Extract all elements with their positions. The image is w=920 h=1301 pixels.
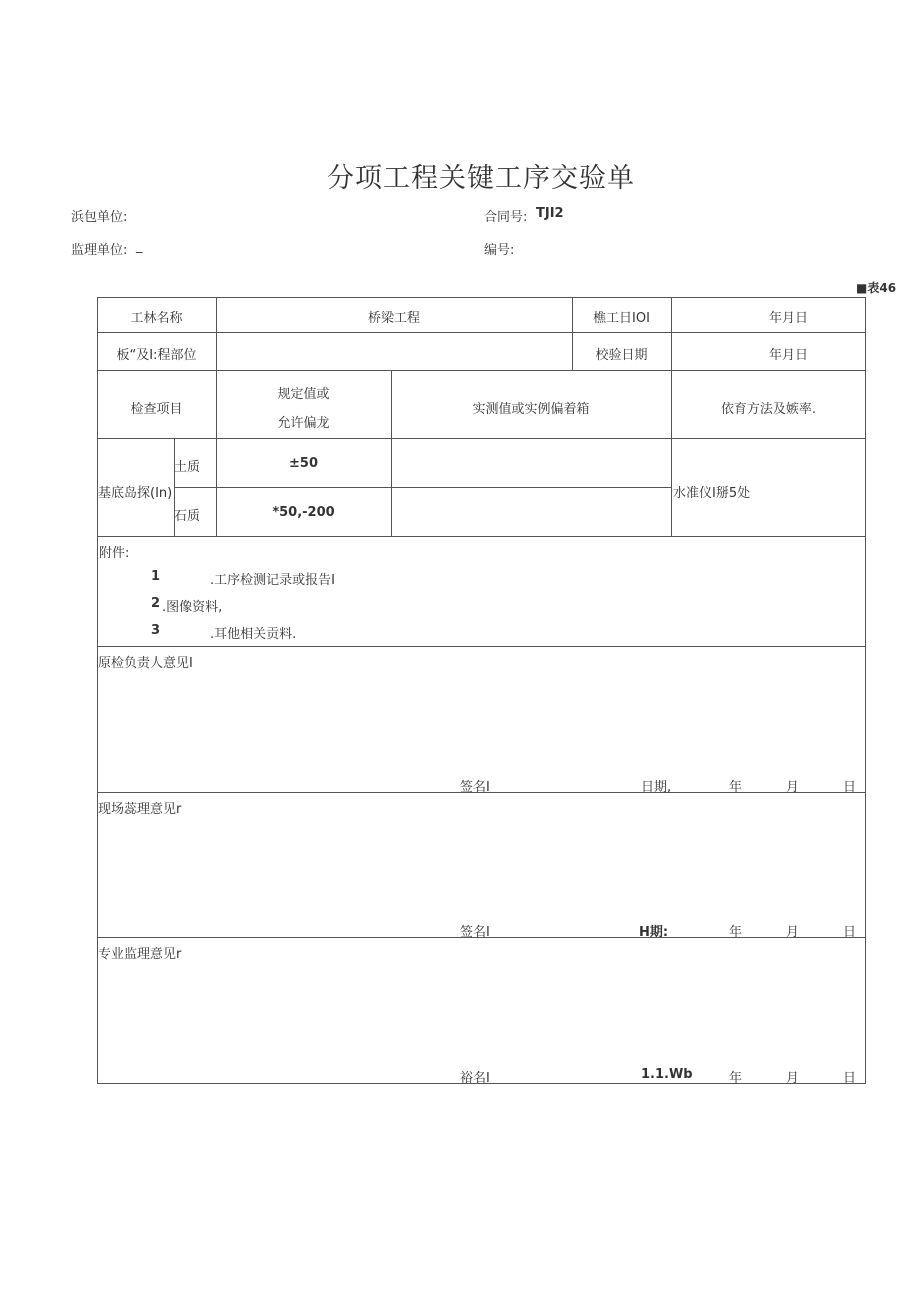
opinion-year-2: 年: [729, 925, 743, 940]
col-spec-header-line1: 规定值或: [277, 387, 330, 402]
attachments-label: 附件:: [99, 546, 130, 561]
attachment-num-3: 3: [151, 623, 161, 638]
attachment-text-3: .耳他相关贡料.: [210, 627, 297, 642]
opinion-month-1: 月: [786, 780, 800, 795]
base-item-label: 基底岛探(In): [98, 486, 173, 501]
opinion-sign-1: 签名I: [460, 780, 490, 795]
opinion-day-3: 日: [843, 1071, 857, 1086]
opinion-month-3: 月: [786, 1071, 800, 1086]
method-value: 水准仪I掰5处: [673, 486, 751, 501]
opinion-sign-3: 裕名I: [460, 1071, 490, 1086]
number-label: 编号:: [484, 243, 515, 258]
contract-no-value: TJI2: [536, 206, 564, 221]
contractor-label: 浜包单位:: [71, 210, 128, 225]
opinion-month-2: 月: [786, 925, 800, 940]
row-sub-soil: 土质: [174, 460, 201, 475]
attachment-num-1: 1: [151, 569, 161, 584]
opinion-title-1: 原检负责人意见I: [98, 656, 193, 671]
row-sub-rock: 石质: [174, 509, 201, 524]
attachment-text-1: .工序检测记录或报告I: [210, 573, 335, 588]
attachment-num-2: 2: [151, 596, 161, 611]
opinion-sign-2: 签名I: [460, 925, 490, 940]
opinion-date-3: 1.1.Wb: [641, 1067, 693, 1082]
construction-date-value: 年月日: [768, 311, 808, 326]
col-measured-header: 实测值或实例偏着箱: [472, 402, 590, 417]
supervisor-value: _: [136, 239, 143, 254]
project-name-value: 桥梁工程: [367, 311, 420, 326]
check-date-value: 年月日: [768, 348, 808, 363]
opinion-title-2: 现场蕊理意见r: [98, 802, 182, 817]
form-tag: ■表46: [856, 281, 897, 295]
col-item-header: 检查项目: [130, 402, 183, 417]
opinion-day-1: 日: [843, 780, 857, 795]
construction-date-label: 樵工日IOI: [593, 311, 650, 326]
part-label: 板“及I:程部位: [116, 348, 197, 363]
opinion-date-2: H期:: [639, 925, 669, 940]
opinion-year-3: 年: [729, 1071, 743, 1086]
opinion-day-2: 日: [843, 925, 857, 940]
project-name-label: 工林名称: [130, 311, 183, 326]
col-spec-header-line2: 允许偏龙: [277, 416, 330, 431]
contract-no-label: 合同号:: [484, 210, 528, 225]
attachment-text-2: .图像资料,: [162, 600, 223, 615]
row-spec-rock: *50,-200: [272, 505, 335, 520]
supervisor-label: 监理单位:: [71, 243, 128, 258]
col-method-header: 依育方法及嫉率.: [720, 402, 817, 417]
check-date-label: 校验日期: [595, 348, 648, 363]
row-spec-soil: ±50: [289, 456, 318, 471]
opinion-year-1: 年: [729, 780, 743, 795]
page-title: 分项工程关键工序交验单: [327, 163, 635, 194]
opinion-date-1: 日期,: [641, 780, 672, 795]
opinion-title-3: 专业监理意见r: [98, 947, 182, 962]
